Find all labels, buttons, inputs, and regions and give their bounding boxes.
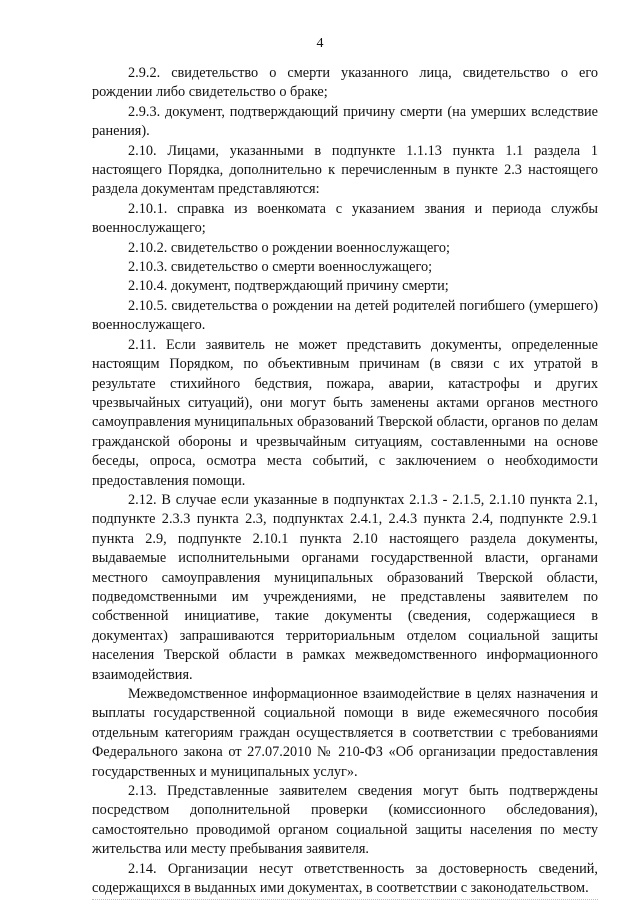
- document-body: [92, 64, 598, 898]
- paragraph-2-10-2: 2.10.2. свидетельство о рождении военнослужащего;: [128, 239, 450, 256]
- paragraph-2-10-1: 2.10.1. справка из военкомата с указанием звания и периода службы военнослужащего;: [92, 200, 598, 237]
- paragraph-2-10-5: 2.10.5. свидетельства о рождении на детей родителей погибшего (умершего) военнослужащего.: [92, 297, 598, 334]
- paragraph-2-14: 2.14. Организации несут ответственность за достоверность сведений, содержащихся в выданных ими документах, в соответствии с законодательством.: [92, 860, 598, 897]
- paragraph-2-9-2: 2.9.2. свидетельство о смерти указанного лица, свидетельство о его рождении либо свидетельство о браке;: [92, 65, 598, 101]
- paragraph-2-12: 2.12. В случае если указанные в подпунктах 2.1.3 - 2.1.5, 2.1.10 пункта 2.1, подпункте 2.3.3 пункта 2.3, подпунктах 2.4.1, 2.4.3 пункта 2.4, подпункте 2.9.1 пункта 2.9, подпункте 2.10.1 пункта 2.10 настоящего раздела документы, выдаваемые исполнительными органами государственной власти, органами местного самоуправления муниципальных образований Тверской области, подведомственными им учреждениями, не представлены заявителем по собственной инициативе, такие документы (сведения, содержащиеся в документах) запрашиваются территориальным отделом социальной защиты населения Тверской области в рамках межведомственного информационного взаимодействия.: [92, 491, 598, 683]
- paragraph-interagency: Межведомственное информационное взаимодействие в целях назначения и выплаты государственной социальной помощи в виде ежемесячного пособия отдельным категориям граждан осуществляется в соответствии с требованиями Федерального закона от 27.07.2010 № 210-ФЗ «Об организации предоставления государственных и муниципальных услуг».: [92, 686, 598, 780]
- paragraph-2-9-3: 2.9.3. документ, подтверждающий причину смерти (на умерших вследствие ранения).: [92, 103, 598, 140]
- paragraph-2-11: 2.11. Если заявитель не может представить документы, определенные настоящим Порядком, по объективным причинам (в связи с их утратой в результате стихийного бедствия, пожара, аварии, катастрофы и других чрезвычайных ситуаций), они могут быть заменены актами органов местного самоуправления муниципальных образований Тверской области, органов по делам гражданской обороны и чрезвычайным ситуациям, составленными на основе беседы, опроса, осмотра места событий, с заключением о необходимости предоставления помощи.: [92, 336, 598, 489]
- page-number: 4: [316, 36, 324, 51]
- bottom-divider: [92, 899, 598, 900]
- paragraph-2-10: 2.10. Лицами, указанными в подпункте 1.1.13 пункта 1.1 раздела 1 настоящего Порядка, дополнительно к перечисленным в пункте 2.3 настоящего раздела документам представляются:: [92, 142, 598, 198]
- paragraph-2-10-4: 2.10.4. документ, подтверждающий причину смерти;: [128, 278, 449, 295]
- paragraph-2-10-3: 2.10.3. свидетельство о смерти военнослужащего;: [128, 259, 433, 276]
- paragraph-2-13: 2.13. Представленные заявителем сведения могут быть подтверждены посредством дополнительной проверки (комиссионного обследования), самостоятельно проводимой органом социальной защиты населения по месту жительства или месту пребывания заявителя.: [92, 783, 598, 858]
